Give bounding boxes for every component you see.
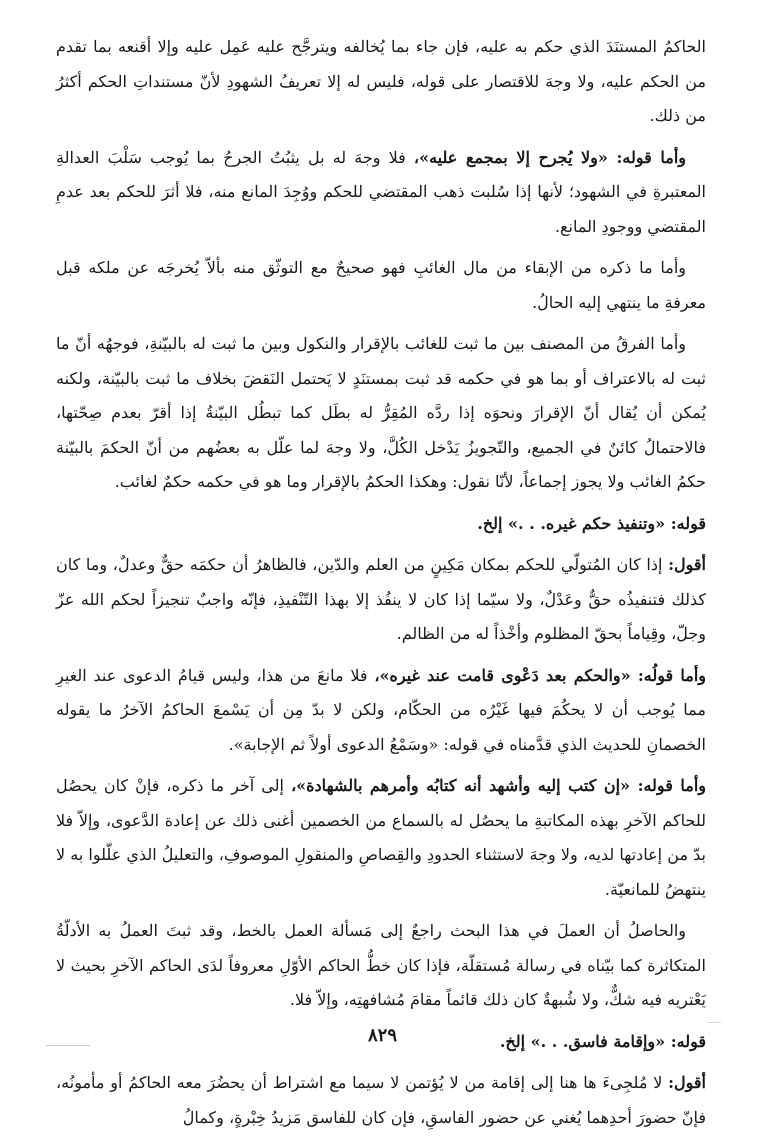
paragraph-text: وأما ما ذكره من الإبقاء من مال الغائبِ فهو صحيحٌ مع التوثّق منه بألاّ يُخرجَه عن ملكه قبل معرفةِ ما ينتهي إليه الحالُ. bbox=[56, 258, 706, 312]
paragraph-11 bbox=[56, 1066, 706, 1135]
paragraph-3 bbox=[56, 251, 706, 320]
paragraph-2 bbox=[56, 141, 706, 245]
paragraph-text: فلا وجهَ له بل يثبُتُ الجرحُ بما يُوجب سَلْبَ العدالةِ المعتبرةِ في الشهود؛ لأنها إذا سُلبت ذهب المقتضي للحكم ووُجِدَ المانع منه، فلا أثرَ للحكم بعد عدمِ المقتضي ووجودِ المانع. bbox=[56, 147, 706, 236]
paragraph-lead: قوله: «وإقامة فاسق. . .» إلخ. bbox=[499, 1031, 706, 1051]
paragraph-9 bbox=[56, 914, 706, 1018]
paragraph-text: فلا مانعَ من هذا، وليس قيامُ الدعوى عند الغيرِ مما يُوجب أن لا يحكُمَ فيها غَيْرُه من الحكّام، ولكن لا بدّ مِن أن يَسْمعَ الحاكمُ الآخرُ ما يقوله الخصمانِ للحديث الذي قدَّمناه في قوله: «وسَمْعُ الدعوى أولاً ثم الإجابة». bbox=[56, 665, 707, 754]
paragraph-5 bbox=[56, 507, 706, 542]
paragraph-1 bbox=[56, 30, 706, 134]
paragraph-text: الحاكمُ المستنَدَ الذي حكم به عليه، فإن جاء بما يُخالفه ويترجَّح عليه عَمِل عليه وإلا أقنعه بما تقدم من الحكم عليه، ولا وجهَ للاقتصار على قوله، فليس له إلا تعريفُ الشهودِ لأنّ مستنداتِ الحكم أكثرُ من ذلك. bbox=[56, 37, 706, 125]
paragraph-6 bbox=[56, 548, 706, 652]
page-number: ٨٢٩ bbox=[367, 1025, 397, 1046]
paragraph-7 bbox=[56, 659, 706, 763]
paragraph-text: إذا كان المُتولّي للحكم بمكان مَكِينٍ من العلم والدّين، فالظاهرُ أن حكمَه حقٌّ وعدلٌ، وما كان كذلك فتنفيذُه حقٌّ وعَدْلٌ، ولا سيّما إذا كان لا ينفُذ إلا بهذا التّنْفيذِ، فإنّه واجبٌ تنجيزاً لحكم الله عزّ وجلّ، وقِياماً بحقّ المظلوم وأخْذاً له من الظالم. bbox=[56, 555, 706, 643]
paragraph-lead: وأما قولُه: «والحكم بعد دَعْوى قامت عند غيره»، bbox=[374, 665, 707, 685]
paragraph-text: لا مُلجِىءَ ها هنا إلى إقامة من لا يُؤتمن لا سيما مع اشتراط أن يحضُرَ معه الحاكمُ أو مأمونُه، فإنّ حضورَ أحدِهما يُغني عن حضور الفاسقِ، فإن كان للفاسق مَزيدُ خِبْرةٍ، وكمالُ bbox=[56, 1073, 706, 1127]
paragraph-text: والحاصلُ أن العملَ في هذا البحث راجعٌ إلى مَسألة العمل بالخط، وقد ثبتَ العملُ به الأدلّةُ المتكاثرة كما بيّناه في رسالة مُستقلّة، فإذا كان خطُّ الحاكم الأوّلِ معروفاً لدَى الحاكم الآخرِ بحيث لا يَعْتريه فيه شكٌّ، ولا شُبهةٌ كان ذلك قائماً مقامَ مُشافهتِه، وإلاّ فلا. bbox=[56, 921, 706, 1009]
scan-mark bbox=[707, 1022, 721, 1023]
paragraph-text: إلى آخر ما ذكره، فإنْ كان يحصُل للحاكم الآخرِ بهذه المكاتبةِ ما يحصُل له بالسماع من الخصمين أغنى ذلك عن إعادة الدَّعوى، وإلاّ فلا بدّ من إعادتها لديه، ولا وجهَ لاستثناء الحدودِ والقِصاصِ والمنقولِ الموصوفِ، والتعليلُ الذي علّلوا به لا ينتهضُ للمانعيّة. bbox=[56, 776, 706, 899]
paragraph-lead: قوله: «وتنفيذ حكم غيره. . .» إلخ. bbox=[477, 513, 706, 533]
paragraph-4 bbox=[56, 327, 706, 500]
paragraph-8 bbox=[56, 769, 706, 907]
page-body bbox=[56, 30, 706, 1142]
scan-mark bbox=[46, 1045, 90, 1046]
paragraph-lead: أقول: bbox=[668, 555, 706, 574]
paragraph-lead: وأما قوله: «إن كتب إليه وأشهد أنه كتابُه وأمرهم بالشهادة»، bbox=[291, 776, 706, 795]
paragraph-lead: وأما قوله: «ولا يُجرح إلا بمجمع عليه»، bbox=[413, 147, 686, 167]
paragraph-text: وأما الفرقُ من المصنف بين ما ثبت للغائب بالإقرار والنكول وبين ما ثبت له بالبيّنةِ، فوجهُه أنّ ما ثبت له بالاعتراف أو بما هو في حكمه قد ثبت بمستنَدٍ لا يَحتمل النَقضَ بخلاف ما ثبت بالبيّنة، ولكنه يُمكن أن يُقال أنّ الإقرارَ ونحوَه إذا ردَّه المُقِرُّ له بطَل كما تبطُل البيّنةُ إذا أقرّ بعدم صِحّتها، فالاحتمالُ كائنٌ في الجميع، والتّجويزُ يَدْخل الكُلَّ، ولا وجهَ لما علّل به بعضُهم من أنّ الحكمَ بالبيّنة حكمُ الغائب ولا يجوز إجماعاً، لأنّا نقول: وهكذا الحكمُ بالإقرار وما هو في حكمه حكمٌ لغائب. bbox=[56, 334, 706, 491]
paragraph-lead: أقول: bbox=[668, 1073, 706, 1092]
